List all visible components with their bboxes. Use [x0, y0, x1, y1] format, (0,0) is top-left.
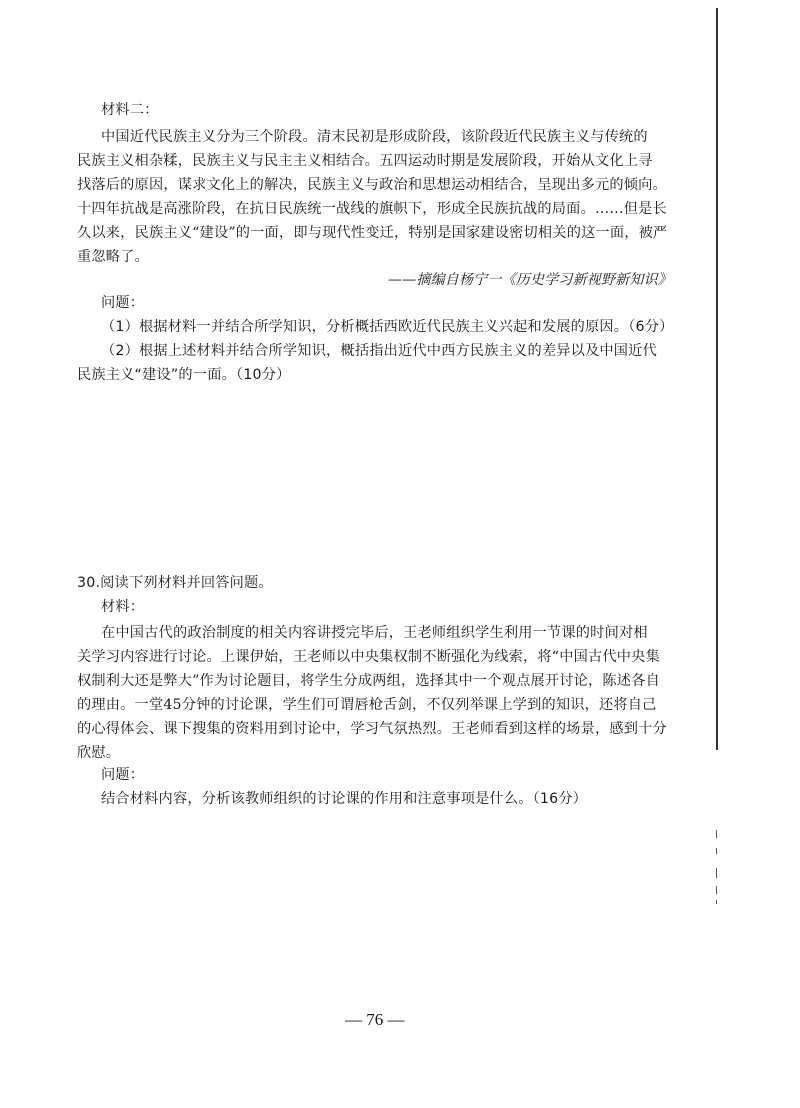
material-two-line: 重忽略了。	[77, 249, 149, 265]
question-30-material-line: 的心得体会、课下搜集的资料用到讨论中，学习气氛热烈。王老师看到这样的场景，感到十分	[77, 721, 667, 737]
question-30-material-line: 欣慰。	[77, 745, 121, 761]
question-30-question-label: 问题：	[101, 767, 145, 783]
material-two-line: 民族主义相杂糅，民族主义与民主主义相结合。五四运动时期是发展阶段，开始从文化上寻	[77, 153, 653, 169]
question-30-material-line: 权制利大还是弊大”作为讨论题目，将学生分成两组，选择其中一个观点展开讨论，陈述各自	[77, 673, 660, 689]
question-30-material-line: 在中国古代的政治制度的相关内容讲授完毕后，王老师组织学生利用一节课的时间对相	[101, 625, 648, 641]
material-two-line: 中国近代民族主义分为三个阶段。清末民初是形成阶段，该阶段近代民族主义与传统的	[101, 129, 648, 145]
binding-margin-dash	[716, 868, 717, 878]
question-2-line-2: 民族主义“建设”的一面。（10分）	[77, 367, 291, 383]
binding-margin-dash	[716, 900, 717, 904]
material-two-line: 找落后的原因，谋求文化上的解决，民族主义与政治和思想运动相结合，呈现出多元的倾向。	[77, 177, 667, 193]
binding-margin-dash	[716, 848, 717, 854]
material-two-label: 材料二：	[101, 102, 159, 118]
page-number: — 76 —	[345, 1010, 405, 1029]
binding-margin-line	[716, 8, 718, 750]
question-30-material-line: 的理由。一堂45分钟的讨论课，学生们可谓唇枪舌剑，不仅列举课上学到的知识，还将自己	[77, 697, 657, 713]
material-two-source: ——摘编自杨宁一《历史学习新视野新知识》	[388, 272, 672, 288]
question-30-question: 结合材料内容，分析该教师组织的讨论课的作用和注意事项是什么。（16分）	[101, 791, 588, 807]
material-two-line: 久以来，民族主义“建设”的一面，即与现代性变迁，特别是国家建设密切相关的这一面，被严	[77, 225, 668, 241]
material-two-line: 十四年抗战是高涨阶段，在抗日民族统一战线的旗帜下，形成全民族抗战的局面。……但是长	[77, 201, 667, 217]
questions-label: 问题：	[101, 295, 145, 311]
question-30-heading: 30.阅读下列材料并回答问题。	[77, 575, 273, 591]
binding-margin-dash	[716, 830, 717, 838]
question-30-material-label: 材料：	[101, 599, 145, 615]
binding-margin-dash	[716, 886, 717, 894]
question-2-line-1: （2）根据上述材料并结合所学知识，概括指出近代中西方民族主义的差异以及中国近代	[101, 343, 657, 359]
question-30-material-line: 关学习内容进行讨论。上课伊始，王老师以中央集权制不断强化为线索，将“中国古代中央集	[77, 649, 660, 665]
question-1: （1）根据材料一并结合所学知识，分析概括西欧近代民族主义兴起和发展的原因。（6分）	[101, 319, 674, 335]
